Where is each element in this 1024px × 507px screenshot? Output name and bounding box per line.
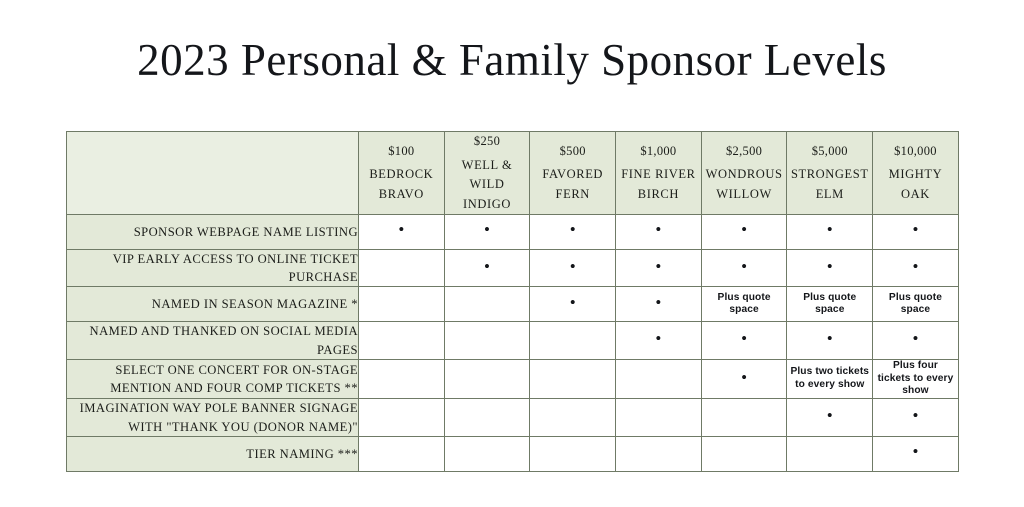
- included-dot-icon: •: [569, 292, 576, 312]
- tier-name: FAVORED FERN: [542, 167, 604, 201]
- benefit-cell: [444, 322, 530, 360]
- benefit-cell: [530, 322, 616, 360]
- tier-amount: $250: [473, 134, 501, 148]
- benefit-cell: [616, 214, 702, 249]
- table-row: [67, 214, 959, 249]
- benefit-cell: [530, 359, 616, 399]
- benefit-cell: [787, 399, 873, 437]
- included-dot-icon: •: [912, 442, 919, 462]
- benefit-cell: [873, 399, 959, 437]
- benefit-cell: [787, 287, 873, 322]
- tier-header-4: [701, 132, 787, 215]
- benefit-cell: [359, 322, 445, 360]
- sponsor-levels-table: [66, 131, 959, 472]
- included-dot-icon: •: [741, 220, 748, 240]
- benefit-cell: [359, 214, 445, 249]
- table-corner-cell: [67, 132, 359, 215]
- row-label: IMAGINATION WAY POLE BANNER SIGNAGE WITH "THANK YOU (DONOR NAME)": [67, 399, 359, 437]
- benefit-cell: [444, 436, 530, 471]
- included-dot-icon: •: [912, 406, 919, 426]
- benefit-cell: [444, 399, 530, 437]
- table-body: [67, 214, 959, 471]
- table-row: [67, 287, 959, 322]
- table-row: [67, 399, 959, 437]
- table-row: [67, 249, 959, 287]
- benefit-cell: [616, 359, 702, 399]
- benefit-cell: [873, 322, 959, 360]
- benefit-cell: [359, 359, 445, 399]
- row-label: SPONSOR WEBPAGE NAME LISTING: [67, 214, 359, 249]
- included-dot-icon: •: [569, 220, 576, 240]
- included-dot-icon: •: [655, 220, 662, 240]
- tier-name: WELL & WILD INDIGO: [461, 157, 513, 211]
- included-dot-icon: •: [826, 256, 833, 276]
- table-row: [67, 436, 959, 471]
- benefit-cell: [444, 287, 530, 322]
- cell-note: Plus quote space: [803, 291, 857, 316]
- included-dot-icon: •: [655, 329, 662, 349]
- benefit-cell: [530, 249, 616, 287]
- benefit-cell: [873, 287, 959, 322]
- benefit-cell: [530, 287, 616, 322]
- tier-header-2: [530, 132, 616, 215]
- table-row: [67, 359, 959, 399]
- tier-amount: $100: [388, 143, 415, 158]
- included-dot-icon: •: [398, 220, 405, 240]
- benefit-cell: [701, 249, 787, 287]
- benefit-cell: [359, 287, 445, 322]
- benefit-cell: [787, 436, 873, 471]
- benefit-cell: [787, 249, 873, 287]
- included-dot-icon: •: [741, 329, 748, 349]
- benefit-cell: [701, 287, 787, 322]
- tier-header-3: [616, 132, 702, 215]
- benefit-cell: [616, 436, 702, 471]
- benefit-cell: [359, 249, 445, 287]
- benefit-cell: [616, 399, 702, 437]
- benefit-cell: [530, 436, 616, 471]
- benefit-cell: [873, 214, 959, 249]
- row-label: VIP EARLY ACCESS TO ONLINE TICKET PURCHASE: [67, 249, 359, 287]
- benefit-cell: [701, 214, 787, 249]
- benefit-cell: [701, 436, 787, 471]
- benefit-cell: [873, 249, 959, 287]
- benefit-cell: [530, 214, 616, 249]
- tier-amount: $1,000: [640, 143, 677, 158]
- tier-name: MIGHTY OAK: [888, 167, 943, 201]
- tier-header-6: [873, 132, 959, 215]
- included-dot-icon: •: [912, 329, 919, 349]
- tier-name: STRONGEST ELM: [790, 167, 869, 201]
- cell-note: Plus two tickets to every show: [790, 366, 870, 390]
- row-label: TIER NAMING ***: [67, 436, 359, 471]
- included-dot-icon: •: [655, 292, 662, 312]
- benefit-cell: [787, 214, 873, 249]
- sponsor-levels-table-wrapper: [66, 131, 958, 472]
- benefit-cell: [359, 436, 445, 471]
- page-title: 2023 Personal & Family Sponsor Levels: [137, 35, 887, 85]
- benefit-cell: [444, 249, 530, 287]
- cell-note: Plus quote space: [888, 291, 942, 316]
- tier-header-1: [444, 132, 530, 215]
- tier-amount: $5,000: [811, 143, 848, 158]
- benefit-cell: [444, 359, 530, 399]
- table-row: [67, 322, 959, 360]
- included-dot-icon: •: [655, 256, 662, 276]
- row-label: NAMED AND THANKED ON SOCIAL MEDIA PAGES: [67, 322, 359, 360]
- included-dot-icon: •: [484, 256, 490, 276]
- benefit-cell: [530, 399, 616, 437]
- tier-name: BEDROCK BRAVO: [369, 167, 434, 201]
- included-dot-icon: •: [912, 220, 919, 240]
- benefit-cell: [701, 359, 787, 399]
- benefit-cell: [787, 322, 873, 360]
- included-dot-icon: •: [826, 220, 833, 240]
- cell-note: Plus four tickets to every show: [877, 359, 954, 397]
- included-dot-icon: •: [569, 256, 576, 276]
- tier-header-5: [787, 132, 873, 215]
- row-label: SELECT ONE CONCERT FOR ON-STAGE MENTION AND FOUR COMP TICKETS **: [67, 359, 359, 399]
- benefit-cell: [787, 359, 873, 399]
- benefit-cell: [701, 399, 787, 437]
- tier-amount: $10,000: [894, 143, 937, 158]
- included-dot-icon: •: [912, 256, 919, 276]
- included-dot-icon: •: [741, 256, 748, 276]
- included-dot-icon: •: [826, 406, 833, 426]
- benefit-cell: [701, 322, 787, 360]
- row-label: NAMED IN SEASON MAGAZINE *: [67, 287, 359, 322]
- benefit-cell: [616, 249, 702, 287]
- benefit-cell: [616, 287, 702, 322]
- tier-amount: $2,500: [726, 143, 763, 158]
- included-dot-icon: •: [741, 367, 748, 387]
- tier-name: FINE RIVER BIRCH: [621, 167, 696, 201]
- benefit-cell: [873, 436, 959, 471]
- benefit-cell: [616, 322, 702, 360]
- benefit-cell: [873, 359, 959, 399]
- table-header-row: [67, 132, 959, 215]
- benefit-cell: [444, 214, 530, 249]
- tier-amount: $500: [559, 143, 586, 158]
- tier-header-0: [359, 132, 445, 215]
- included-dot-icon: •: [826, 329, 833, 349]
- benefit-cell: [359, 399, 445, 437]
- included-dot-icon: •: [484, 220, 490, 240]
- cell-note: Plus quote space: [717, 291, 771, 316]
- tier-name: WONDROUS WILLOW: [705, 167, 783, 201]
